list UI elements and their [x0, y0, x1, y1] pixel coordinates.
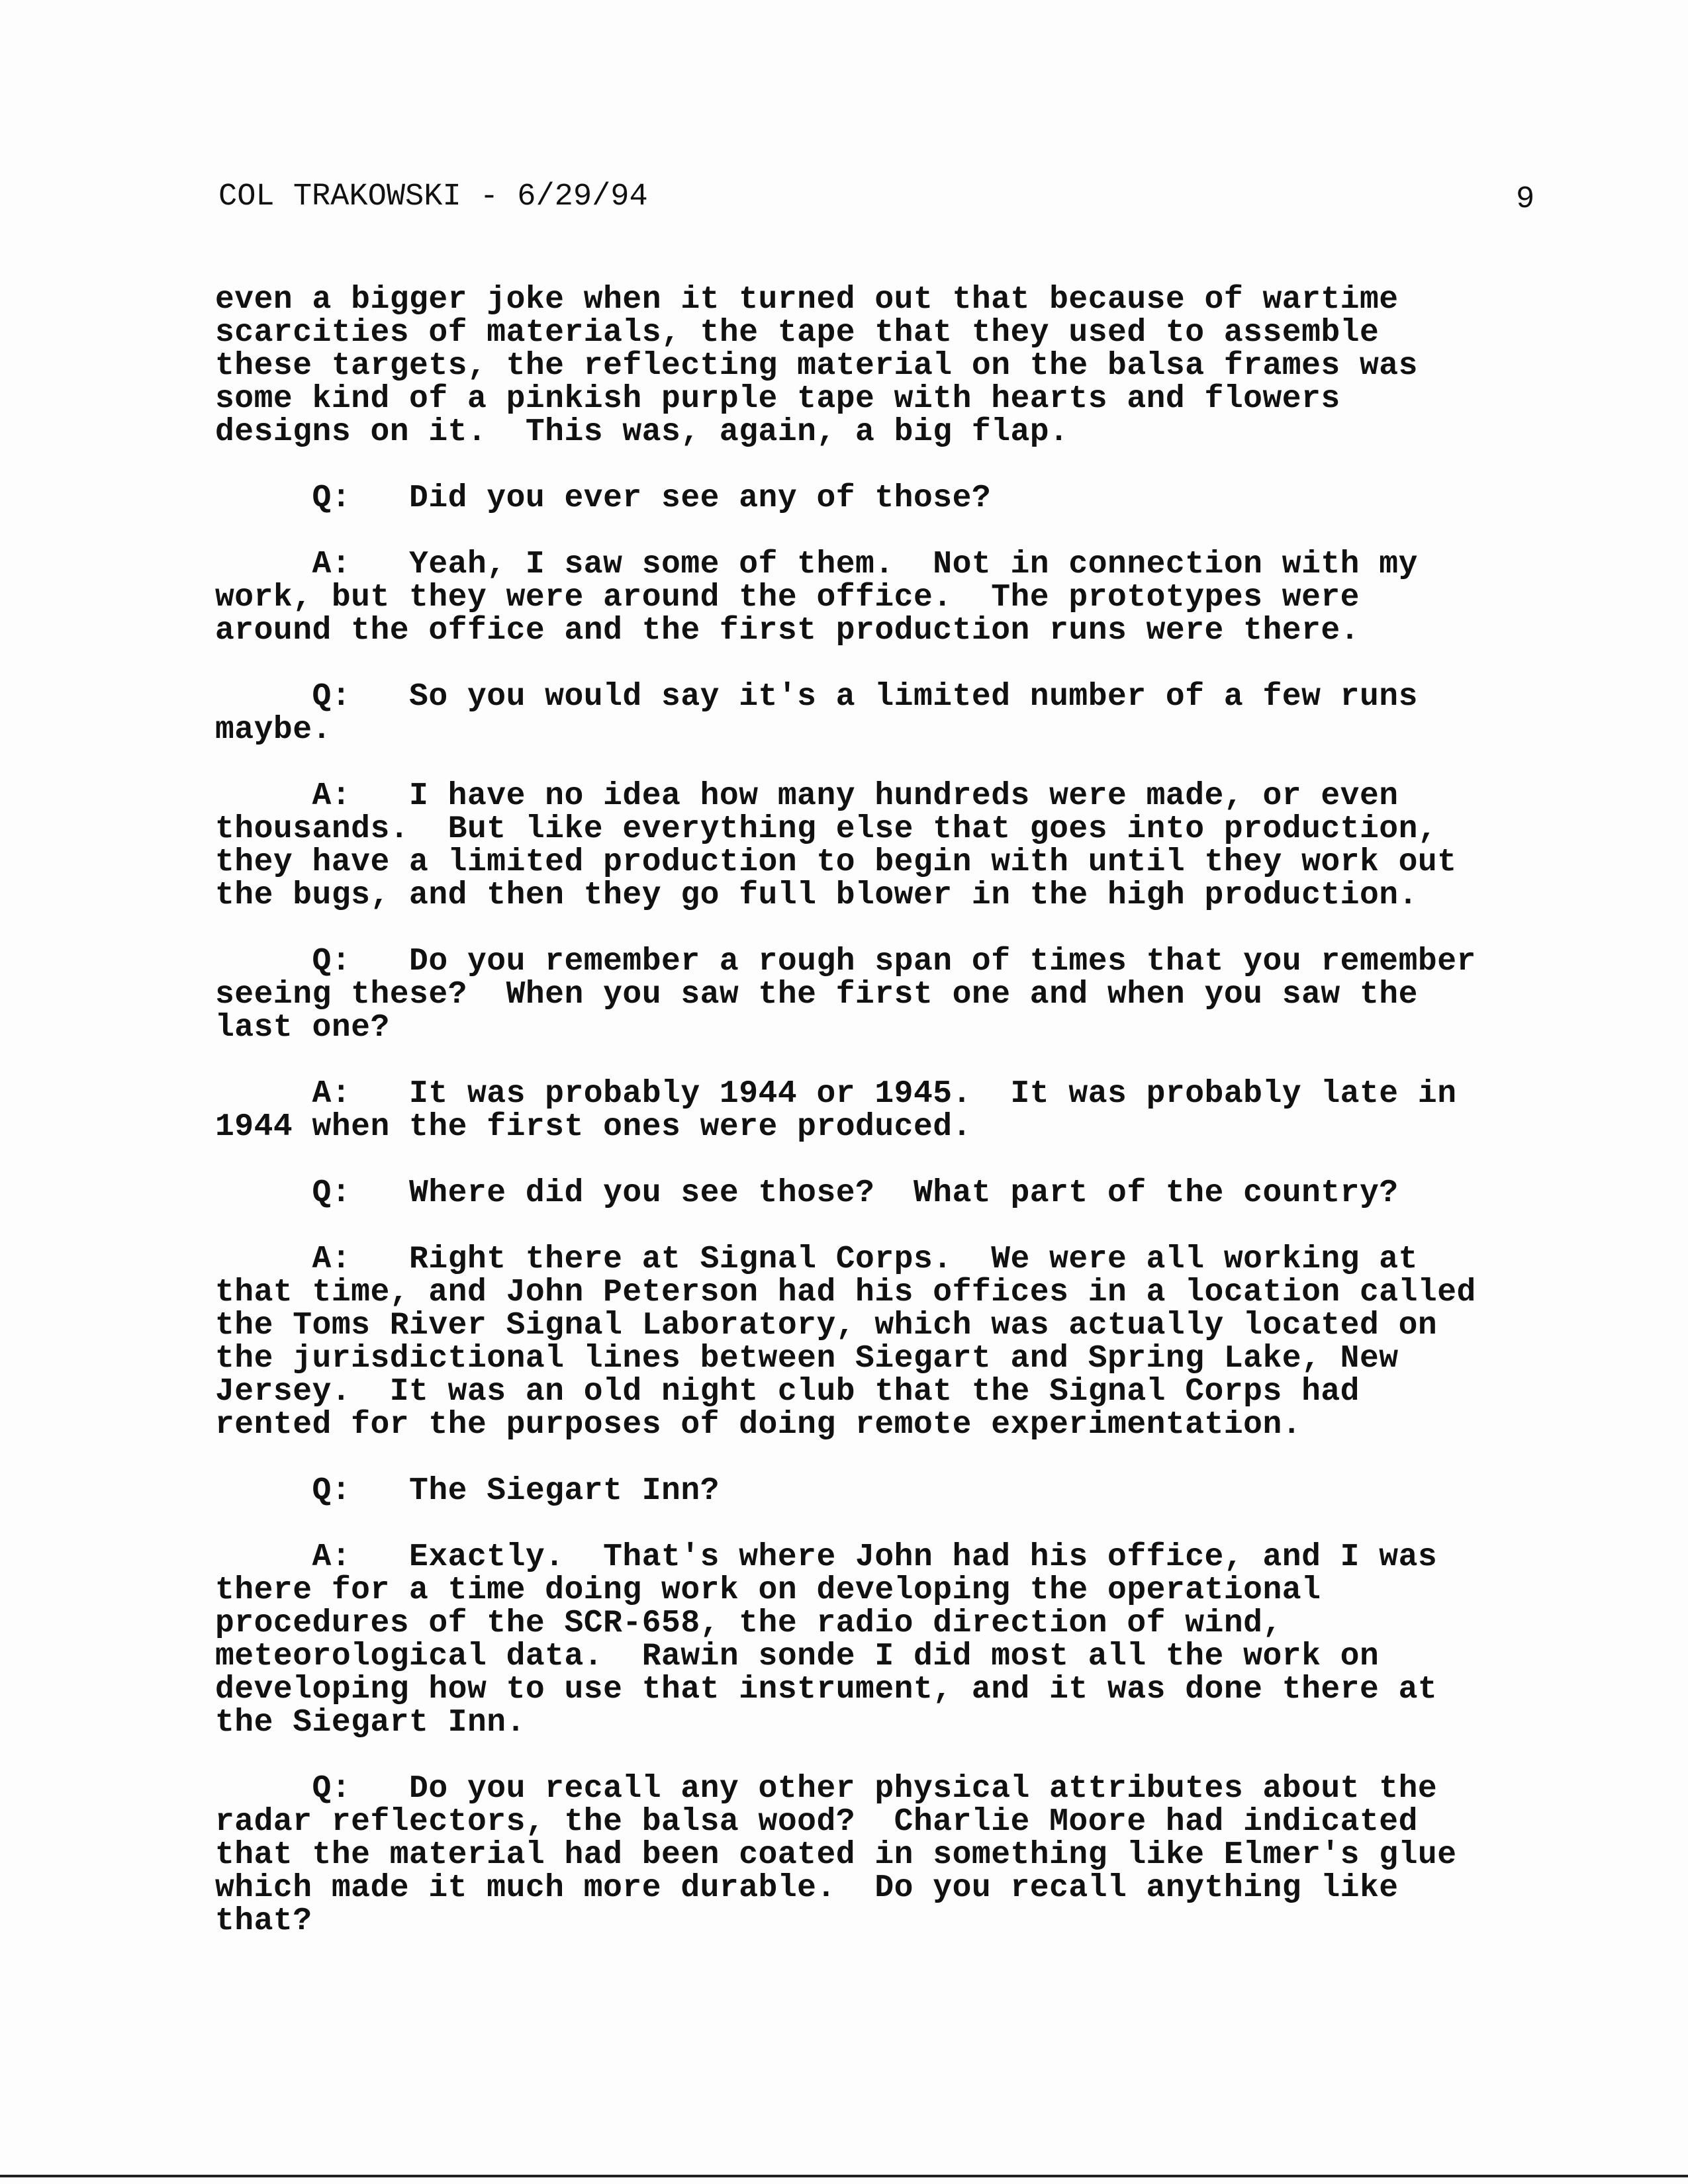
paragraph-question: Q: Did you ever see any of those? — [215, 480, 992, 516]
paragraph-question: Q: The Siegart Inn? — [215, 1473, 720, 1509]
bottom-edge-line — [0, 2175, 1688, 2177]
paragraph-question: Q: Do you remember a rough span of times that you remember seeing these? When you saw the first one and when you saw the last one? — [215, 944, 1476, 1046]
paragraph-answer: A: I have no idea how many hundreds were made, or even thousands. But like everything else that goes into production, they have a limited production to begin with until they work out the bugs, and then they go full blower in the high production. — [215, 778, 1457, 913]
page-header: COL TRAKOWSKI - 6/29/94 — [218, 179, 648, 214]
paragraph-answer: A: It was probably 1944 or 1945. It was probably late in 1944 when the first ones were produced. — [215, 1076, 1457, 1145]
paragraph-continuation: even a bigger joke when it turned out that because of wartime scarcities of materials, the tape that they used to assemble these targets, the reflecting material on the balsa frames was some kind of a pinkish purple tape with hearts and flowers designs on it. This was, again, a big flap. — [215, 282, 1418, 450]
paragraph-answer: A: Right there at Signal Corps. We were all working at that time, and John Peterson had his offices in a location called the Toms River Signal Laboratory, which was actually located on the jurisdictional lines between Siegart and Spring Lake, New Jersey. It was an old night club that the Signal Corps had rented for the purposes of doing remote experimentation. — [215, 1242, 1476, 1443]
paragraph-answer: A: Exactly. That's where John had his office, and I was there for a time doing work on developing the operational procedures of the SCR-658, the radio direction of wind, meteorological data. Rawin sonde I did most all the work on developing how to use that instrument, and it was done there at the Siegart Inn. — [215, 1539, 1438, 1741]
page-number: 9 — [1516, 182, 1535, 217]
transcript-body — [215, 283, 1566, 1971]
paragraph-question: Q: Do you recall any other physical attributes about the radar reflectors, the balsa wood? Charlie Moore had indicated that the material had been coated in something like Elmer's glue which made it much more durable. Do you recall anything like that? — [215, 1771, 1457, 1939]
paragraph-answer: A: Yeah, I saw some of them. Not in connection with my work, but they were around the office. The prototypes were around the office and the first production runs were there. — [215, 547, 1418, 649]
paragraph-question: Q: Where did you see those? What part of the country? — [215, 1175, 1399, 1211]
paragraph-question: Q: So you would say it's a limited number of a few runs maybe. — [215, 679, 1418, 748]
